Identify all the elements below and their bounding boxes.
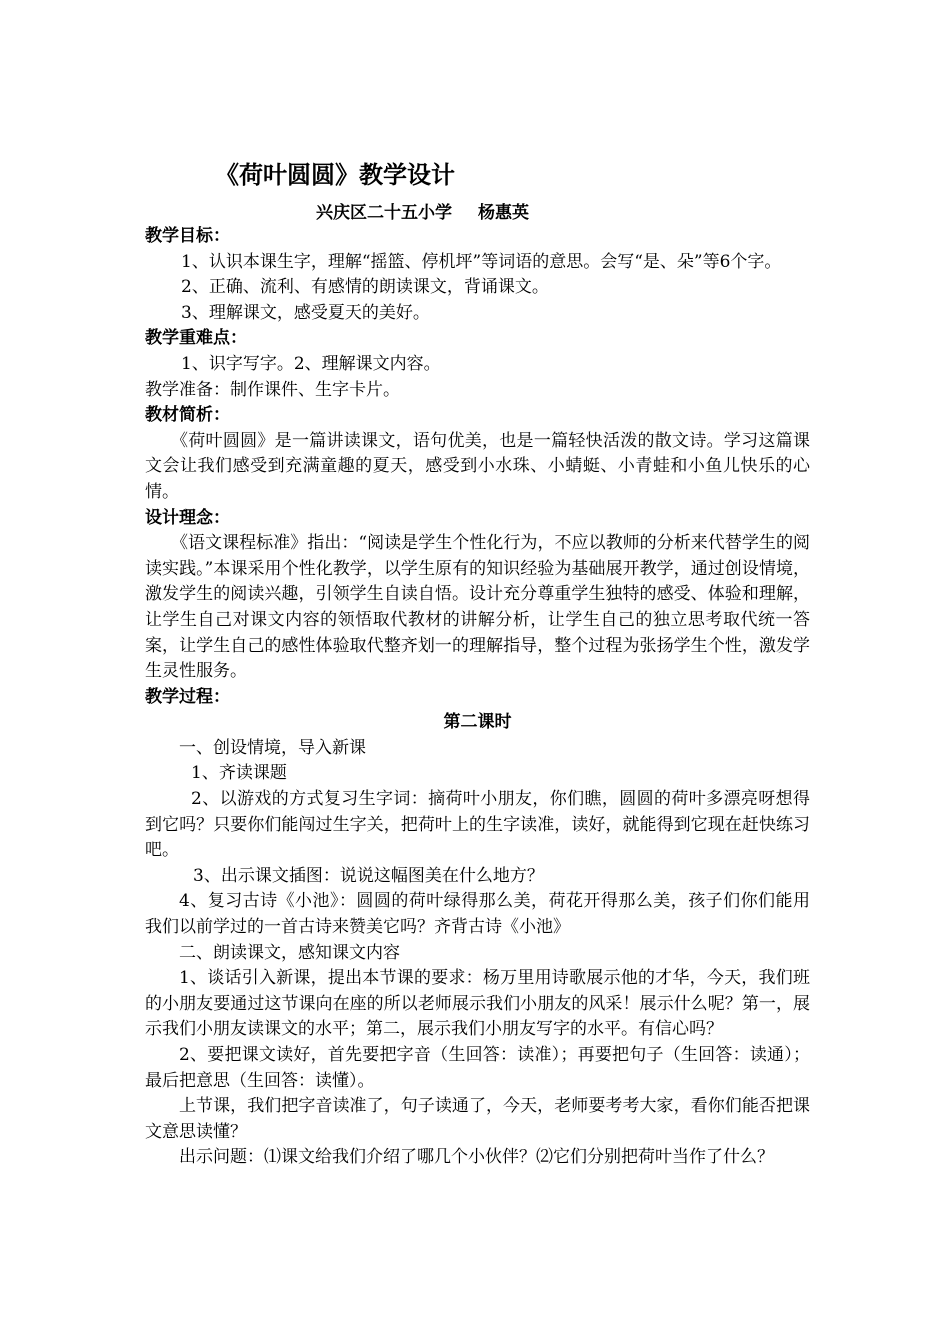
body-paragraph: 上节课，我们把字音读准了，句子读通了，今天，老师要考考大家，看你们能否把课文意思读懂？ xyxy=(145,1096,810,1142)
step-item: 1、齐读课题 xyxy=(191,763,287,784)
key-points-text: 1、识字写字。2、理解课文内容。 xyxy=(181,353,441,374)
document-title: 《荷叶圆圆》教学设计 xyxy=(215,161,455,189)
goals-heading: 教学目标： xyxy=(145,226,230,246)
key-points-heading: 教学重难点： xyxy=(145,328,247,349)
lesson-heading: 第二课时 xyxy=(443,712,512,733)
goal-item: 3、理解课文，感受夏天的美好。 xyxy=(181,302,430,323)
section-heading: 二、朗读课文，感知课文内容 xyxy=(179,942,400,963)
process-heading: 教学过程： xyxy=(145,686,230,707)
step-item: 2、要把课文读好，首先要把字音（生回答：读准）；再要把句子（生回答：读通）；最后把意思（生回答：读懂）。 xyxy=(145,1045,810,1091)
goal-item: 1、认识本课生字，理解“摇篮、停机坪”等词语的意思。会写“是、朵”等6个字。 xyxy=(181,251,782,272)
author-name: 杨惠英 xyxy=(478,203,529,223)
step-item: 4、复习古诗《小池》：圆圆的荷叶绿得那么美，荷花开得那么美，孩子们你们能用我们以前学过的一首古诗来赞美它吗？齐背古诗《小池》 xyxy=(145,891,810,938)
analysis-heading: 教材简析： xyxy=(145,405,230,426)
step-item: 1、谈话引入新课，提出本节课的要求：杨万里用诗歌展示他的才华，今天，我们班的小朋友要通过这节课向在座的所以老师展示我们小朋友的风采！展示什么呢？第一，展示我们小朋友读课文的水平；第二，展示我们小朋友写字的水平。有信心吗？ xyxy=(145,968,810,1040)
author-line xyxy=(316,201,529,227)
document-body xyxy=(145,224,810,1171)
section-heading: 一、创设情境，导入新课 xyxy=(179,737,366,758)
step-item: 2、以游戏的方式复习生字词：摘荷叶小朋友，你们瞧，圆圆的荷叶多漂亮呀想得到它吗？只要你们能闯过生字关，把荷叶上的生字读准，读好，就能得到它现在赶快练习吧。 xyxy=(145,789,810,861)
concept-text: 《语文课程标准》指出：“阅读是学生个性化行为，不应以教师的分析来代替学生的阅读实践。”本课采用个性化教学，以学生原有的知识经验为基础展开教学，通过创设情境，激发学生的阅读兴趣，引领学生自读自悟。设计充分尊重学生独特的感受、体验和理解，让学生自己对课文内容的领悟取代教材的讲解分析，让学生自己的独立思考取代统一答案，让学生自己的感性体验取代整齐划一的理解指导，整个过程为张扬学生个性，激发学生灵性服务。 xyxy=(145,533,810,682)
step-item: 3、出示课文插图：说说这幅图美在什么地方？ xyxy=(193,865,544,886)
concept-heading: 设计理念： xyxy=(145,507,230,528)
author-school: 兴庆区二十五小学 xyxy=(316,203,452,223)
preparation-text: 教学准备：制作课件、生字卡片。 xyxy=(145,379,400,400)
goal-item: 2、正确、流利、有感情的朗读课文，背诵课文。 xyxy=(181,277,549,298)
question-text: 出示问题：⑴课文给我们介绍了哪几个小伙伴？⑵它们分别把荷叶当作了什么？ xyxy=(179,1147,774,1168)
analysis-text: 《荷叶圆圆》是一篇讲读课文，语句优美，也是一篇轻快活泼的散文诗。学习这篇课文会让我们感受到充满童趣的夏天，感受到小水珠、小蜻蜓、小青蛙和小鱼儿快乐的心情。 xyxy=(145,430,810,502)
